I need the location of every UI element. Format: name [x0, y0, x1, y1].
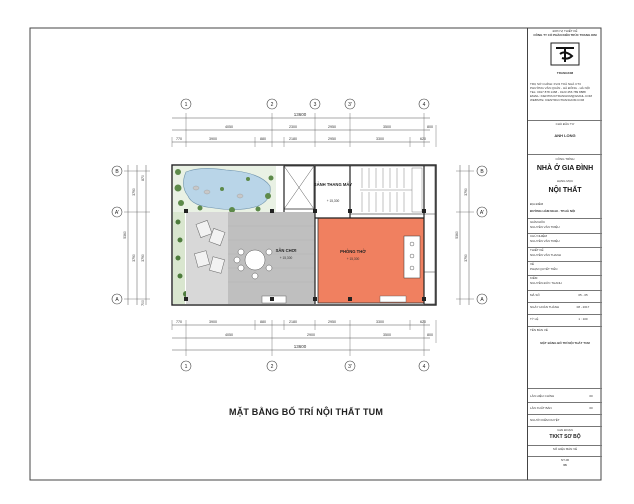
axis-label-1-bottom: 1: [184, 364, 188, 370]
elevator-lobby: [315, 166, 350, 218]
bottom-dim-9: 2900: [307, 333, 315, 337]
date-value: 08 - 2017: [576, 305, 590, 309]
issue-value: 00: [589, 406, 593, 410]
project-value: NHÀ Ở GIA ĐÌNH: [536, 165, 594, 172]
top-dimensions: [172, 113, 436, 147]
side-dim-inner-1: 3790: [132, 188, 136, 196]
owner-value: ANH LONG: [554, 133, 576, 138]
top-dim-9: 2180: [289, 137, 297, 141]
side-dim-small-3: 700: [141, 300, 145, 306]
company-logo: [550, 42, 580, 72]
side-dim-outer: 5360: [123, 231, 127, 239]
address-line-3: TEL: 0917 878 1468 - 0123 456 789 8888: [530, 90, 586, 94]
axis-label-a-prime-right: A': [479, 210, 485, 216]
logo-text: TRANGKIM: [556, 71, 574, 75]
code-value: 05 - 05: [578, 293, 588, 297]
phase-label: GIAI ĐOẠN: [557, 428, 573, 432]
playground-label: SÂN CHƠI: [275, 248, 297, 253]
bottom-dimensions: [172, 320, 436, 356]
axis-label-3p-top: 3': [348, 102, 352, 108]
top-dim-2: 2300: [289, 125, 297, 129]
chief-value: NGUYỄN VĂN TRIỆU: [530, 239, 560, 243]
floor-plan: [172, 165, 436, 305]
side-dim-right-1: 3790: [464, 188, 468, 196]
bottom-dim-2: 3900: [209, 320, 217, 324]
axis-label-b-left: B: [115, 169, 119, 175]
drafter-label: VẼ: [530, 262, 535, 266]
company-top-label: ĐƠN VỊ THIẾT KẾ: [552, 29, 578, 33]
code-label: MÃ SỐ: [530, 293, 540, 297]
sheet-number-value: 06: [563, 463, 567, 467]
side-dim-right-2: 3790: [464, 254, 468, 262]
bottom-dim-10: 3500: [383, 333, 391, 337]
lobby-level: + 15,300: [326, 199, 340, 203]
side-dim-inner-2: 3790: [132, 254, 136, 262]
address-line-5: WEBSITE: KIENTRUCTRANGKIM.COM: [530, 98, 585, 102]
company-name: CÔNG TY CỔ PHẦN KIẾN TRÚC TRANG KIM: [533, 33, 597, 37]
axis-label-a-left: A: [115, 297, 119, 303]
phase-value: TKKT SƠ BỘ: [549, 434, 581, 440]
drawing-title: MẶT BẰNG BỐ TRÍ NỘI THẤT TUM: [229, 407, 384, 417]
axis-label-4-top: 4: [422, 102, 426, 108]
top-dim-3: 2950: [328, 125, 336, 129]
top-axis-markers: [181, 99, 429, 109]
director-label: GIÁM ĐỐC: [530, 220, 546, 224]
revision-value: 00: [589, 394, 593, 398]
axis-label-4-bottom: 4: [422, 364, 426, 370]
director-value: NGUYỄN VĂN TRIỆU: [530, 225, 560, 229]
checker-value: NGUYỄN ĐỨC THANH: [530, 281, 562, 285]
bottom-total-dim: 13600: [293, 344, 307, 349]
sheet-name-value: MẶT BẰNG BỐ TRÍ NỘI THẤT TUM: [540, 341, 590, 345]
top-dim-4: 3500: [383, 125, 391, 129]
location-value: ĐƯỜNG HÀM NGHI - TP.HÀ NỘI: [530, 209, 576, 213]
address-line-4: EMAIL: KIENTRUCTRANGKIM@GMAIL.COM: [530, 94, 593, 98]
bottom-dim-6: 3300: [376, 320, 384, 324]
sheet-name-label: TÊN BẢN VẼ: [530, 328, 548, 332]
checker-label: KIỂM: [530, 276, 538, 280]
bottom-dim-7: 620: [420, 320, 426, 324]
revision-label: LẦN HIỆU CHỈNH: [530, 394, 555, 398]
bottom-dim-4: 2180: [289, 320, 297, 324]
side-dim-small-2: 3790: [141, 254, 145, 262]
category-label: HẠNG MỤC: [556, 179, 574, 183]
scale-label: TỶ LỆ: [530, 317, 539, 321]
bottom-dim-1: 770: [176, 320, 182, 324]
playground-level: + 15,300: [279, 256, 293, 260]
top-dim-7: 3900: [209, 137, 217, 141]
owner-label: CHỦ ĐẦU TƯ: [555, 122, 575, 126]
reviewer-label: NGƯỜI KIỂM DUYỆT: [530, 418, 560, 422]
address-line-1: TRỤ SỞ CHÍNH: P.2/4 TOÀ NHÀ CT3: [530, 82, 581, 86]
side-dim-right-outer: 5360: [455, 231, 459, 239]
scale-value: 1 : 100: [578, 317, 588, 321]
category-value: NỘI THẤT: [548, 187, 582, 194]
drafter-value: PHẠM QUYẾT TIẾN: [530, 267, 558, 271]
bottom-axis-markers: [181, 361, 429, 371]
bottom-dim-8: 4050: [225, 333, 233, 337]
side-dim-small-1: 870: [141, 175, 145, 181]
axis-label-1-top: 1: [184, 102, 188, 108]
worship-room-label: PHÒNG THỜ: [340, 249, 366, 254]
lobby-label: SẢNH THANG MÁY: [313, 182, 353, 187]
project-label: CÔNG TRÌNH: [555, 157, 575, 161]
axis-label-b-right: B: [480, 169, 484, 175]
axis-label-a-right: A: [480, 297, 484, 303]
designer-value: NGUYỄN VĂN THANH: [530, 253, 561, 257]
top-dim-5: 800: [427, 125, 433, 129]
address-line-2: PHƯỜNG VĂN QUÁN - HÀ ĐÔNG - HÀ NỘI: [530, 86, 590, 90]
top-dim-6: 770: [176, 137, 182, 141]
axis-label-a-prime-left: A': [114, 210, 120, 216]
location-label: ĐỊA ĐIỂM: [530, 202, 544, 206]
top-dim-10: 2950: [328, 137, 336, 141]
date-label: NGÀY HOÀN THÀNH: [530, 305, 560, 309]
chief-label: CHỦ NHIỆM: [530, 234, 547, 238]
issue-label: LẦN XUẤT BẢN: [530, 406, 552, 410]
axis-label-3p-bottom: 3': [348, 364, 352, 370]
bottom-dim-5: 2950: [328, 320, 336, 324]
sheet-number-code: NT-06: [560, 458, 570, 462]
bottom-dim-3: 880: [260, 320, 266, 324]
designer-label: THIẾT KẾ: [530, 248, 544, 252]
top-total-dim: 13600: [293, 112, 307, 117]
top-dim-11: 3300: [376, 137, 384, 141]
sheet-number-label: SỐ HIỆU BẢN VẼ: [552, 447, 578, 451]
axis-label-2-bottom: 2: [270, 364, 274, 370]
top-dim-12: 620: [420, 137, 426, 141]
bottom-dim-11: 800: [427, 333, 433, 337]
title-block: [527, 28, 602, 480]
worship-room-level: + 15,300: [346, 257, 360, 261]
axis-label-2-top: 2: [270, 102, 274, 108]
top-dim-8: 880: [260, 137, 266, 141]
top-dim-1: 4050: [225, 125, 233, 129]
axis-label-3-top: 3: [313, 102, 317, 108]
